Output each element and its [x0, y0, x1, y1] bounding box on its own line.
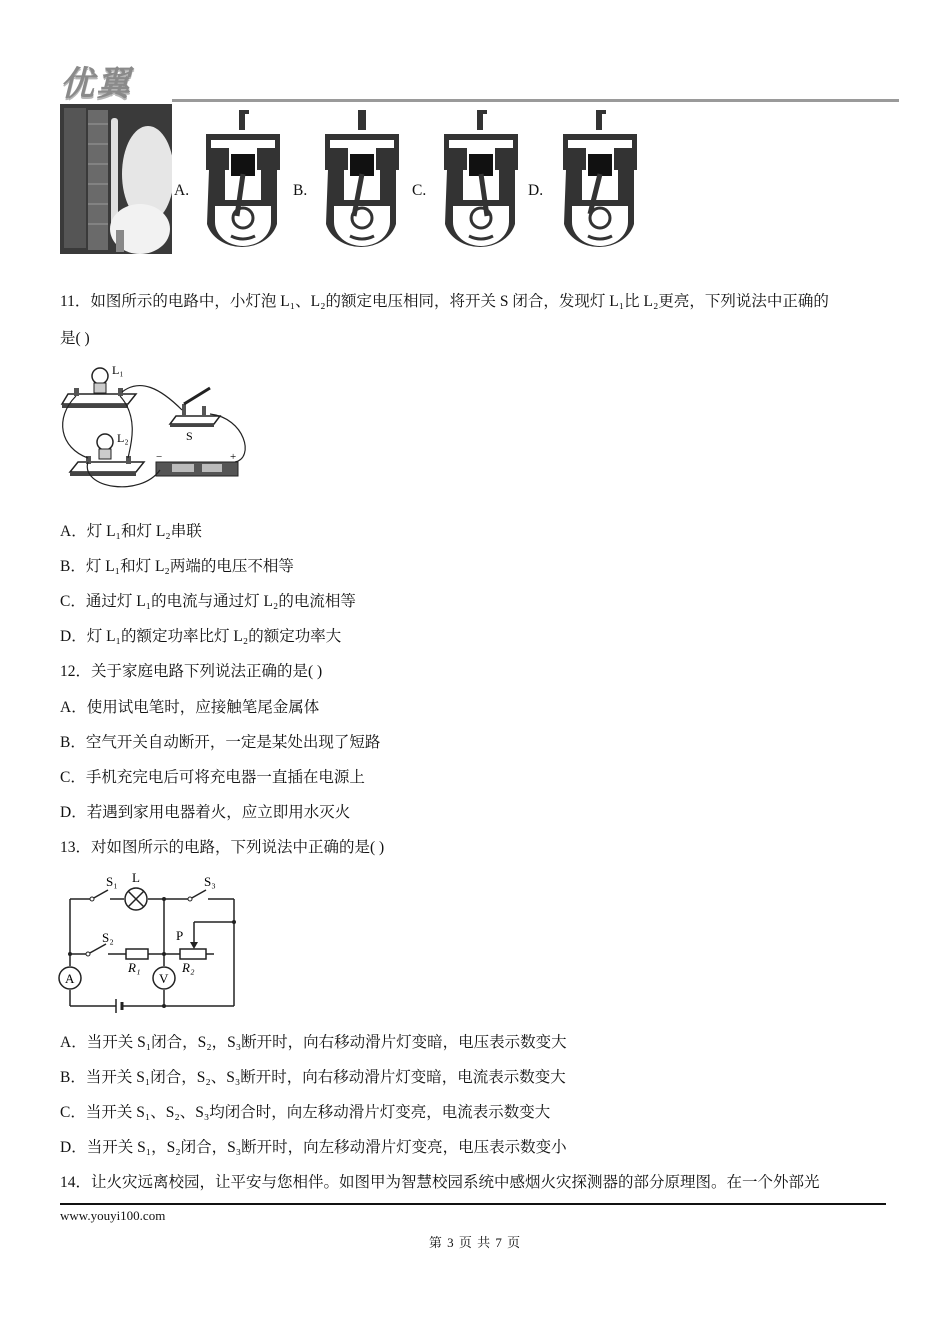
- q12-option-b: B．空气开关自动断开，一定是某处出现了短路: [60, 734, 381, 751]
- engine-diagram-c: [441, 108, 521, 253]
- battery-plus-label: +: [230, 451, 237, 463]
- q12-stem: 12．关于家庭电路下列说法正确的是( ): [60, 663, 323, 680]
- lamp2-label: L₂: [117, 431, 129, 445]
- voltmeter-label: V: [159, 971, 169, 986]
- brand-logo: 优翼: [60, 64, 132, 104]
- page-number: 第 3 页 共 7 页: [428, 1235, 522, 1250]
- q13-option-a: A．当开关 S₁闭合，S₂，S₃断开时，向右移动滑片灯变暗，电压表示数变大: [60, 1034, 567, 1051]
- q10-option-b-label: B.: [293, 182, 308, 199]
- q11-stem-line1: 11．如图所示的电路中，小灯泡 L₁、L₂的额定电压相同，将开关 S 闭合，发现灯 L₁比 L₂更亮，下列说法中正确的: [60, 293, 829, 310]
- s1-label: S₁: [106, 874, 118, 889]
- q13-option-d: D．当开关 S₁，S₂闭合，S₃断开时，向左移动滑片灯变亮，电压表示数变小: [60, 1139, 567, 1156]
- lamp-label: L: [132, 870, 140, 885]
- battery-minus-label: −: [156, 451, 163, 463]
- engine-diagram-b: [322, 108, 402, 253]
- lamp1-label: L₁: [112, 363, 124, 377]
- q10-option-a-label: A.: [174, 182, 190, 199]
- s2-label: S₂: [102, 930, 114, 945]
- switch-label: S: [186, 429, 193, 443]
- r1-label: R₁: [128, 960, 141, 975]
- q10-option-c-label: C.: [412, 182, 427, 199]
- q11-option-d: D．灯 L₁的额定功率比灯 L₂的额定功率大: [60, 628, 342, 645]
- q13-option-c: C．当开关 S₁、S₂、S₃均闭合时，向左移动滑片灯变亮，电流表示数变大: [60, 1104, 551, 1121]
- q14-stem: 14．让火灾远离校园，让平安与您相伴。如图甲为智慧校园系统中感烟火灾探测器的部分原理图。在一个外部光: [60, 1174, 820, 1191]
- q10-option-d-label: D.: [528, 182, 544, 199]
- q13-stem: 13．对如图所示的电路，下列说法中正确的是( ): [60, 839, 385, 856]
- q13-option-b: B．当开关 S₁闭合，S₂、S₃断开时，向右移动滑片灯变暗，电流表示数变大: [60, 1069, 566, 1086]
- ammeter-label: A: [65, 971, 75, 986]
- engine-diagram-a: [203, 108, 283, 253]
- engine-diagram-d: [560, 108, 640, 253]
- q13-circuit-diagram: [58, 866, 243, 1014]
- header-rule: [172, 99, 899, 102]
- q12-option-d: D．若遇到家用电器着火，应立即用水灭火: [60, 804, 351, 821]
- q11-stem-line2: 是( ): [60, 330, 90, 347]
- q12-option-a: A．使用试电笔时，应接触笔尾金属体: [60, 699, 320, 716]
- q11-option-c: C．通过灯 L₁的电流与通过灯 L₂的电流相等: [60, 593, 356, 610]
- q11-circuit-figure: [60, 358, 250, 498]
- q11-option-b: B．灯 L₁和灯 L₂两端的电压不相等: [60, 558, 294, 575]
- q11-option-a: A．灯 L₁和灯 L₂串联: [60, 523, 202, 540]
- q12-option-c: C．手机充完电后可将充电器一直插在电源上: [60, 769, 365, 786]
- s3-label: S₃: [204, 874, 216, 889]
- footer-rule: [60, 1203, 886, 1205]
- slider-p-label: P: [176, 928, 184, 943]
- footer-website-link[interactable]: www.youyi100.com: [60, 1208, 166, 1223]
- rocket-launch-image: [60, 104, 172, 254]
- r2-label: R₂: [182, 960, 195, 975]
